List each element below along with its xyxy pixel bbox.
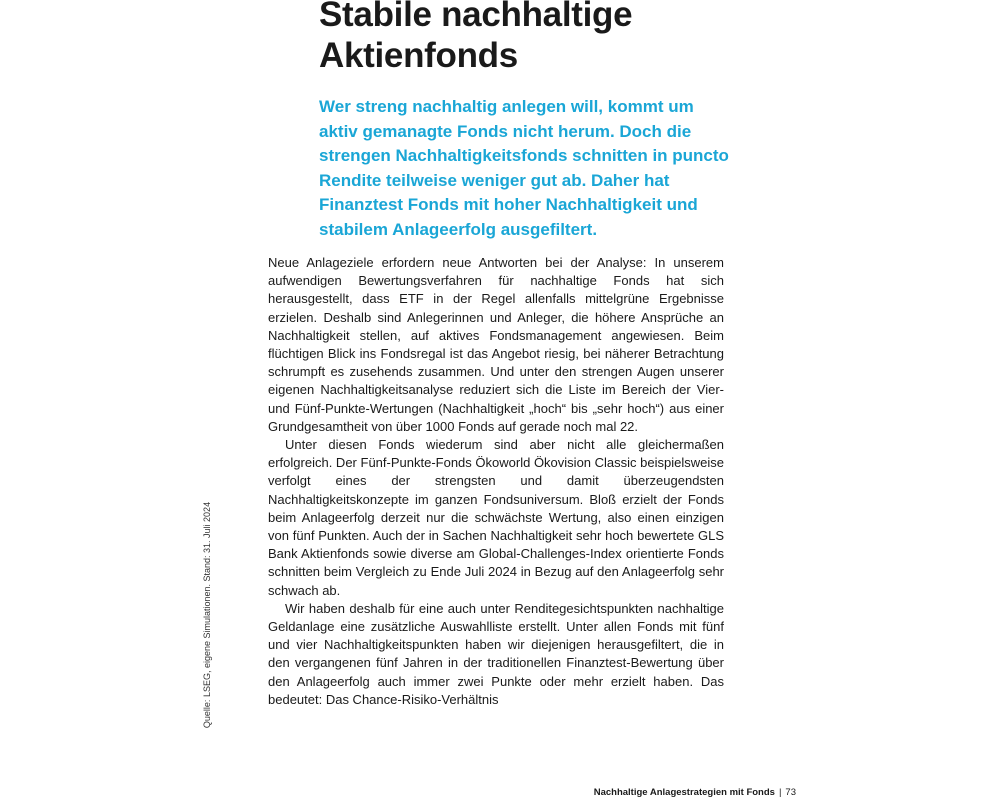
article-title: Stabile nachhaltige Aktienfonds [319, 0, 633, 75]
body-paragraph: Unter diesen Fonds wiederum sind aber nicht alle gleichermaßen erfolgreich. Der Fünf-Punkte-Fonds Ökoworld Ökovision Classic beispielsweise verfolgt eines der strengsten und damit überzeugendsten Nachhaltigkeitskonzepte im ganzen Fondsuniversum. Bloß erzielt der Fonds beim Anlageerfolg derzeit nur die schwächste Wertung, also einen einzigen von fünf Punkten. Auch der in Sachen Nachhaltigkeit sehr hoch bewertete GLS Bank Aktienfonds sowie diverse am Global-Challenges-Index orientierte Fonds schnitten beim Vergleich zu Ende Juli 2024 in Bezug auf den Anlageerfolg sehr schwach ab. [268, 437, 724, 598]
source-note: Quelle: LSEG, eigene Simulationen. Stand: 31. Juli 2024 [202, 501, 212, 729]
article-body [268, 254, 724, 709]
page-number: 73 [785, 787, 796, 798]
body-paragraph: Neue Anlageziele erfordern neue Antworten bei der Analyse: In unserem aufwendigen Bewertungsverfahren für nachhaltige Fonds hat sich herausgestellt, dass ETF in der Regel allenfalls mittelgrüne Ergebnisse erzielen. Deshalb sind Anlegerinnen und Anleger, die höhere Ansprüche an Nachhaltigkeit stellen, auf aktives Fondsmanagement angewiesen. Beim flüchtigen Blick ins Fondsregal ist das Angebot riesig, bei näherer Betrachtung schrumpft es zusehends zusammen. Und unter den strengen Augen unserer eigenen Nachhaltigkeitsanalyse reduziert sich die Liste im Bereich der Vier- und Fünf-Punkte-Wertungen (Nachhaltigkeit „hoch“ bis „sehr hoch“) aus einer Grundgesamtheit von über 1000 Fonds auf gerade noch mal 22. [268, 255, 724, 434]
footer-section-title: Nachhaltige Anlagestrategien mit Fonds [593, 787, 775, 798]
article-lead: Wer streng nachhaltig anlegen will, kommt um aktiv gemanagte Fonds nicht herum. Doch die strengen Nachhaltigkeitsfonds schnitten in puncto Rendite teilweise weniger gut ab. Daher hat Finanztest Fonds mit hoher Nachhaltigkeit und stabilem Anlageerfolg ausgefiltert. [319, 97, 729, 239]
footer-separator: | [778, 787, 782, 798]
body-paragraph: Wir haben deshalb für eine auch unter Renditegesichtspunkten nachhaltige Geldanlage eine zusätzliche Auswahlliste erstellt. Unter allen Fonds mit fünf und vier Nachhaltigkeitspunkten haben wir diejenigen herausgefiltert, die in den vergangenen fünf Jahren in der traditionellen Finanztest-Bewertung über den Anlageerfolg auch immer zwei Punkte oder mehr erzielt haben. Das bedeutet: Das Chance-Risiko-Verhältnis [268, 600, 724, 707]
page-footer [520, 786, 796, 800]
